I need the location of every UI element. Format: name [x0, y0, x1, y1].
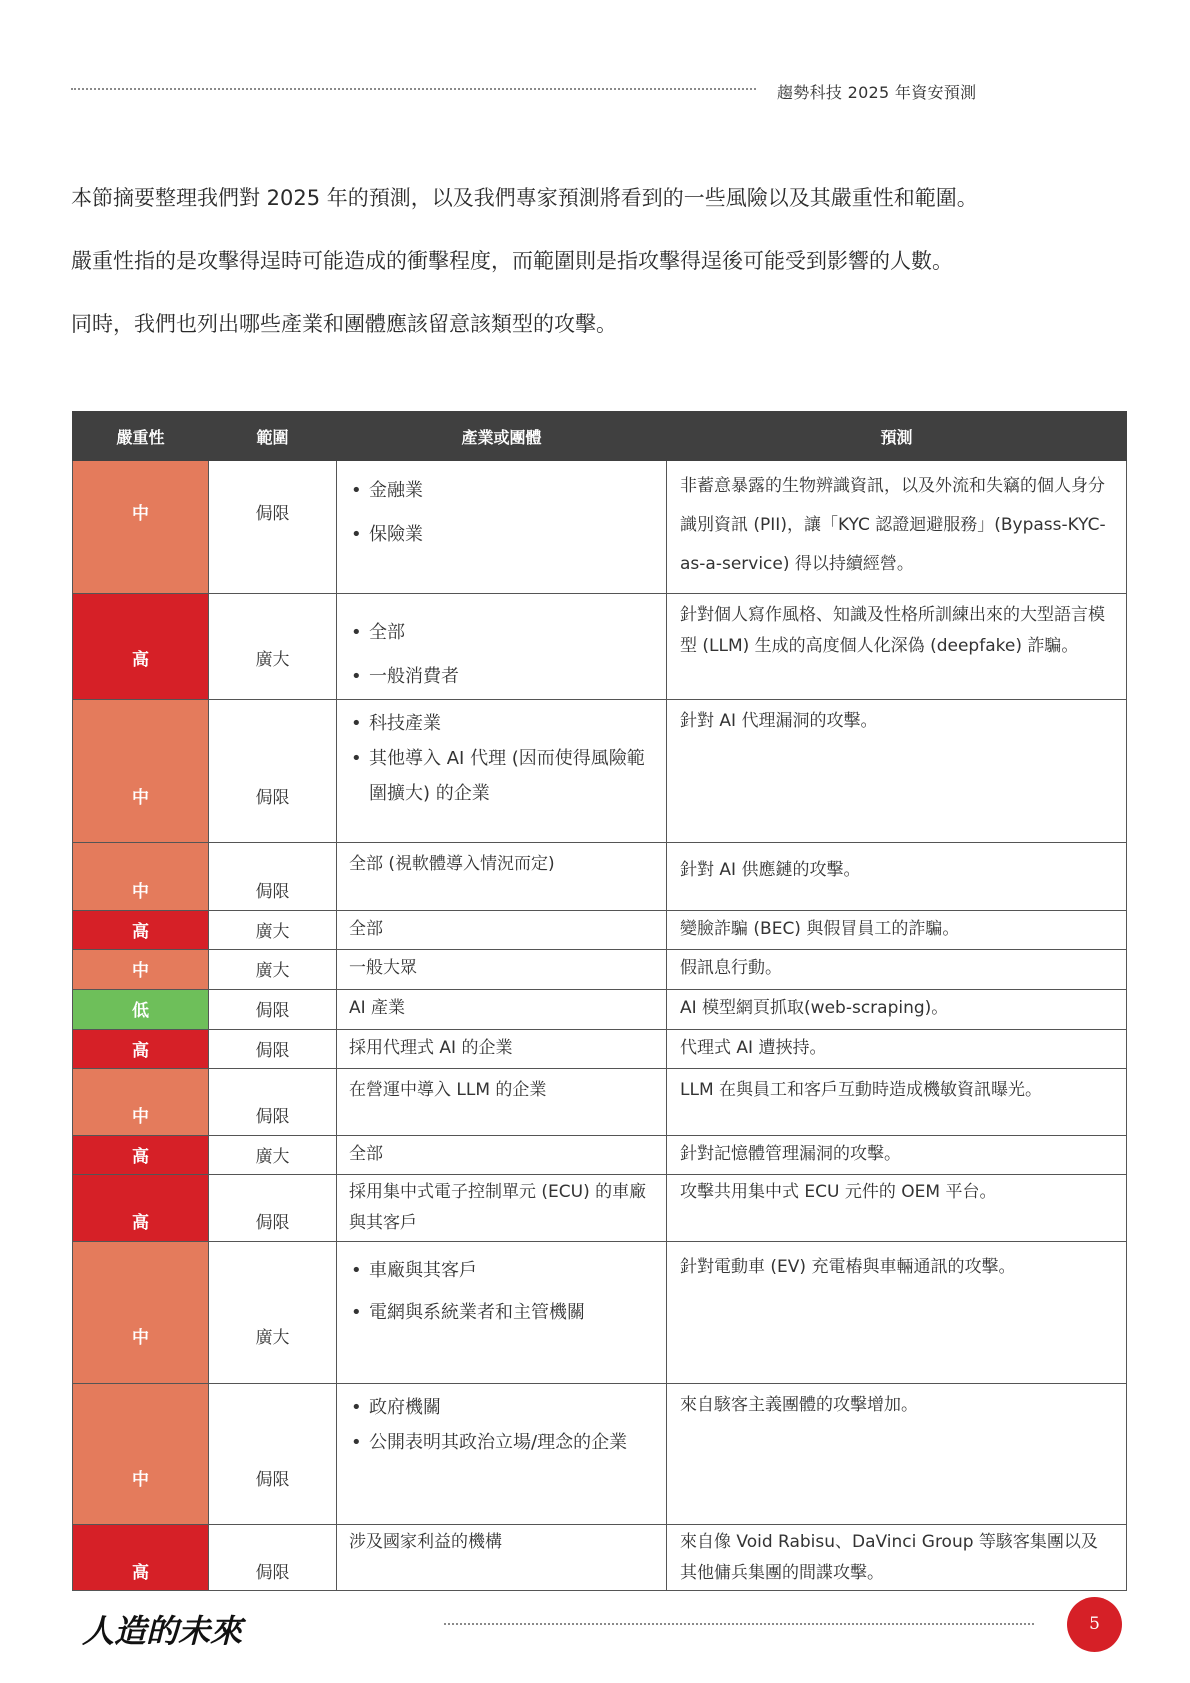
severity-label: 高 [132, 922, 149, 942]
industry-item: • 公開表明其政治立場/理念的企業 [349, 1425, 656, 1460]
column-header-severity: 嚴重性 [73, 412, 209, 461]
prediction-text: 針對個人寫作風格、知識及性格所訓練出來的大型語言模型 (LLM) 生成的高度個人化深偽 (deepfake) 詐騙。 [680, 605, 1105, 656]
prediction-cell [667, 990, 1127, 1030]
column-header-scope: 範圍 [209, 412, 337, 461]
column-header-prediction: 預測 [667, 412, 1127, 461]
scope-cell [209, 1069, 337, 1136]
scope-cell [209, 950, 337, 990]
running-header-title: 趨勢科技 2025 年資安預測 [777, 83, 977, 102]
industry-cell [337, 1069, 667, 1136]
scope-cell [209, 594, 337, 700]
severity-label: 低 [132, 1001, 149, 1021]
industry-cell [337, 461, 667, 594]
prediction-cell [667, 1384, 1127, 1525]
predictions-table [72, 411, 1127, 1591]
industry-item: • 電網與系統業者和主管機關 [349, 1292, 656, 1334]
scope-label: 侷限 [255, 1563, 290, 1583]
prediction-cell [667, 1136, 1127, 1175]
scope-cell [209, 461, 337, 594]
scope-cell [209, 990, 337, 1030]
industry-item: • 政府機關 [349, 1390, 656, 1425]
prediction-cell [667, 1175, 1127, 1242]
table-row [73, 700, 1127, 843]
industry-text: 在營運中導入 LLM 的企業 [349, 1080, 547, 1100]
scope-cell [209, 700, 337, 843]
prediction-cell [667, 594, 1127, 700]
industry-item: • 金融業 [349, 469, 656, 513]
footer-title: 人造的未來 [82, 1612, 243, 1650]
prediction-text: 非蓄意暴露的生物辨識資訊，以及外流和失竊的個人身分識別資訊 (PII)，讓「KYC 認證迴避服務」(Bypass-KYC-as-a-service) 得以持續經營。 [680, 476, 1106, 574]
severity-label: 中 [132, 1328, 149, 1348]
table-row [73, 950, 1127, 990]
prediction-text: 針對 AI 代理漏洞的攻擊。 [680, 711, 878, 731]
table-row [73, 1175, 1127, 1242]
severity-cell [73, 1384, 209, 1525]
prediction-text: 針對電動車 (EV) 充電樁與車輛通訊的攻擊。 [680, 1257, 1016, 1277]
scope-label: 侷限 [255, 504, 290, 524]
industry-text: 全部 (視軟體導入情況而定) [349, 854, 555, 874]
severity-label: 高 [132, 1563, 149, 1583]
prediction-text: 針對記憶體管理漏洞的攻擊。 [680, 1144, 901, 1164]
scope-cell [209, 843, 337, 911]
scope-label: 侷限 [255, 788, 290, 808]
industry-cell [337, 843, 667, 911]
prediction-text: 假訊息行動。 [680, 958, 782, 978]
severity-label: 高 [132, 650, 149, 670]
severity-cell [73, 911, 209, 950]
industry-cell [337, 1136, 667, 1175]
prediction-text: 攻擊共用集中式 ECU 元件的 OEM 平台。 [680, 1182, 997, 1202]
footer-dotted-rule [444, 1623, 1034, 1625]
industry-cell [337, 1384, 667, 1525]
scope-label: 侷限 [255, 1213, 290, 1233]
prediction-cell [667, 1242, 1127, 1384]
scope-label: 侷限 [255, 1001, 290, 1021]
scope-label: 廣大 [255, 961, 290, 981]
table-row [73, 1030, 1127, 1069]
severity-cell [73, 1242, 209, 1384]
prediction-cell [667, 1525, 1127, 1591]
severity-cell [73, 990, 209, 1030]
scope-label: 侷限 [255, 1470, 290, 1490]
prediction-text: AI 模型網頁抓取(web-scraping)。 [680, 998, 949, 1018]
severity-label: 高 [132, 1213, 149, 1233]
industry-cell [337, 911, 667, 950]
table-row [73, 1384, 1127, 1525]
severity-label: 中 [132, 882, 149, 902]
intro-paragraph: 本節摘要整理我們對 2025 年的預測，以及我們專家預測將看到的一些風險以及其嚴重性和範圍。 [71, 186, 978, 210]
industry-item: • 車廠與其客戶 [349, 1250, 656, 1292]
industry-cell [337, 700, 667, 843]
severity-label: 中 [132, 788, 149, 808]
prediction-cell [667, 843, 1127, 911]
prediction-text: 針對 AI 供應鏈的攻擊。 [680, 860, 861, 880]
severity-cell [73, 950, 209, 990]
prediction-cell [667, 700, 1127, 843]
industry-cell [337, 1030, 667, 1069]
table-row [73, 1069, 1127, 1136]
severity-cell [73, 1136, 209, 1175]
prediction-cell [667, 1069, 1127, 1136]
industry-cell [337, 594, 667, 700]
severity-cell [73, 1030, 209, 1069]
scope-label: 侷限 [255, 882, 290, 902]
table-row [73, 594, 1127, 700]
severity-label: 中 [132, 504, 149, 524]
industry-item: • 其他導入 AI 代理 (因而使得風險範圍擴大) 的企業 [349, 741, 656, 811]
intro-paragraph: 同時，我們也列出哪些產業和團體應該留意該類型的攻擊。 [71, 312, 617, 336]
intro-paragraph: 嚴重性指的是攻擊得逞時可能造成的衝擊程度，而範圍則是指攻擊得逞後可能受到影響的人數。 [71, 249, 953, 273]
scope-cell [209, 1175, 337, 1242]
industry-item: • 一般消費者 [349, 655, 656, 699]
severity-label: 高 [132, 1147, 149, 1167]
industry-item: • 科技產業 [349, 706, 656, 741]
severity-label: 中 [132, 1470, 149, 1490]
scope-label: 廣大 [255, 922, 290, 942]
severity-cell [73, 700, 209, 843]
severity-label: 中 [132, 961, 149, 981]
industry-cell [337, 1175, 667, 1242]
industry-cell [337, 1525, 667, 1591]
scope-label: 廣大 [255, 650, 290, 670]
industry-cell [337, 1242, 667, 1384]
industry-text: 全部 [349, 919, 383, 939]
table-row [73, 911, 1127, 950]
table-header-row [73, 412, 1127, 461]
table-row [73, 461, 1127, 594]
severity-label: 高 [132, 1041, 149, 1061]
prediction-text: 代理式 AI 遭挾持。 [680, 1038, 827, 1058]
scope-label: 侷限 [255, 1107, 290, 1127]
scope-cell [209, 1384, 337, 1525]
scope-label: 廣大 [255, 1147, 290, 1167]
severity-label: 中 [132, 1107, 149, 1127]
severity-cell [73, 843, 209, 911]
prediction-cell [667, 1030, 1127, 1069]
severity-cell [73, 1525, 209, 1591]
prediction-text: 來自像 Void Rabisu、DaVinci Group 等駭客集團以及其他傭兵集團的間諜攻擊。 [680, 1532, 1098, 1583]
industry-cell [337, 990, 667, 1030]
industry-text: 涉及國家利益的機構 [349, 1532, 502, 1552]
scope-cell [209, 1242, 337, 1384]
scope-cell [209, 911, 337, 950]
industry-text: 全部 [349, 1144, 383, 1164]
severity-cell [73, 1175, 209, 1242]
industry-item: • 保險業 [349, 513, 656, 557]
scope-label: 廣大 [255, 1328, 290, 1348]
severity-cell [73, 461, 209, 594]
intro-section [71, 185, 1151, 374]
table-row [73, 990, 1127, 1030]
table-row [73, 843, 1127, 911]
prediction-cell [667, 950, 1127, 990]
scope-cell [209, 1525, 337, 1591]
prediction-cell [667, 911, 1127, 950]
industry-text: 採用代理式 AI 的企業 [349, 1038, 513, 1058]
scope-cell [209, 1136, 337, 1175]
severity-cell [73, 1069, 209, 1136]
prediction-cell [667, 461, 1127, 594]
scope-cell [209, 1030, 337, 1069]
table-row [73, 1525, 1127, 1591]
prediction-text: 變臉詐騙 (BEC) 與假冒員工的詐騙。 [680, 919, 960, 939]
prediction-text: LLM 在與員工和客戶互動時造成機敏資訊曝光。 [680, 1080, 1043, 1100]
page-number-badge: 5 [1067, 1597, 1122, 1652]
prediction-text: 來自駭客主義團體的攻擊增加。 [680, 1395, 918, 1415]
industry-item: • 全部 [349, 611, 656, 655]
scope-label: 侷限 [255, 1041, 290, 1061]
industry-text: AI 產業 [349, 998, 406, 1018]
industry-text: 採用集中式電子控制單元 (ECU) 的車廠與其客戶 [349, 1182, 647, 1233]
industry-cell [337, 950, 667, 990]
table-row [73, 1242, 1127, 1384]
column-header-industry: 產業或團體 [337, 412, 667, 461]
severity-cell [73, 594, 209, 700]
header-dotted-rule [71, 88, 756, 90]
table-row [73, 1136, 1127, 1175]
industry-text: 一般大眾 [349, 958, 417, 978]
